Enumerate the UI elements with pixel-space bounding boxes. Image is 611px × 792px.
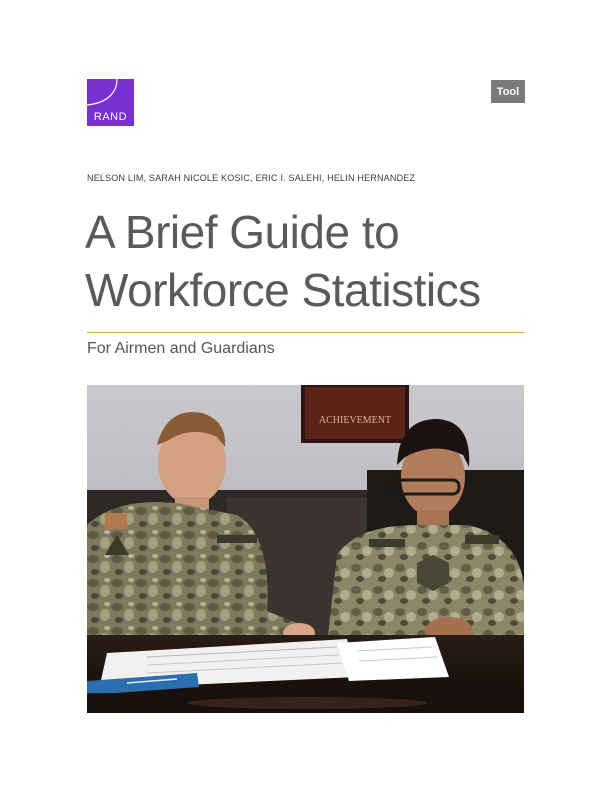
author-list: NELSON LIM, SARAH NICOLE KOSIC, ERIC I. SALEHI, HELIN HERNANDEZ	[87, 173, 416, 183]
rand-logo	[87, 79, 134, 126]
cover-photo-illustration	[87, 385, 524, 713]
title-line-2: Workforce Statistics	[85, 264, 481, 316]
poster-text: ACHIEVEMENT	[318, 415, 392, 426]
cover-photo	[87, 385, 524, 713]
logo-text: RAND	[93, 111, 128, 123]
document-type-badge: Tool	[491, 80, 525, 103]
title-line-1: A Brief Guide to	[85, 206, 400, 258]
document-title	[85, 203, 535, 319]
document-subtitle: For Airmen and Guardians	[87, 340, 275, 357]
title-divider	[87, 332, 524, 333]
